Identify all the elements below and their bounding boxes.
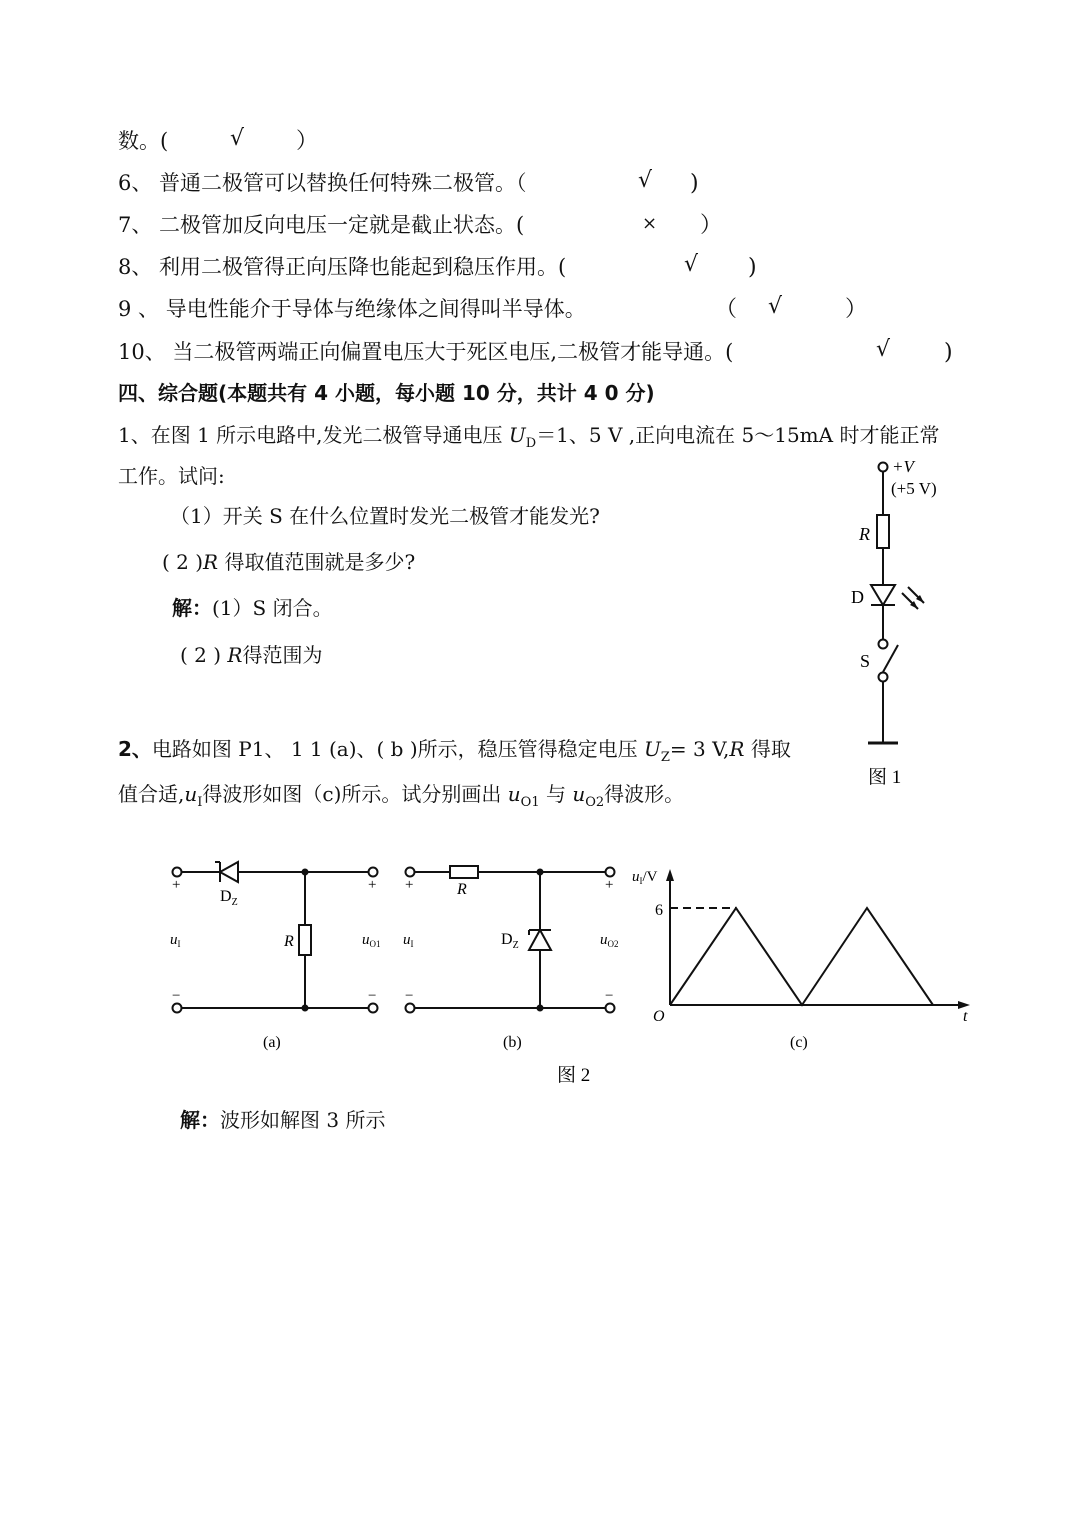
figure-2	[160, 845, 980, 1095]
q1-sub1: （1）开关 S 在什么位置时发光二极管才能发光?	[170, 504, 600, 528]
fig2a-dz-label: $D_Z$	[220, 888, 238, 908]
q1-line2: 工作。试问:	[118, 464, 225, 488]
q2-answer: 解：波形如解图 3 所示	[180, 1108, 386, 1132]
fig1-r-label: R	[859, 524, 870, 544]
fig2b-minus-out: −	[605, 988, 614, 1004]
fig2c-origin: O	[653, 1008, 665, 1025]
tf-item-8: 8、 利用二极管得正向压降也能起到稳压作用。(	[118, 255, 567, 279]
tf-close-paren: ）	[700, 213, 723, 238]
section-heading: 四、综合题(本题共有 4 小题，每小题 10 分，共计 4 0 分)	[118, 381, 655, 405]
fig2a-caption: (a)	[263, 1034, 281, 1051]
tf-mark: ×	[642, 213, 658, 234]
fig2b-r-label: R	[457, 881, 467, 898]
q1-sub2: ( 2 )R 得取值范围就是多少?	[162, 550, 416, 574]
fig2b-ui-label: $u_I$	[403, 932, 414, 949]
fig2a-ui-label: $u_I$	[170, 932, 181, 949]
q1-line1: 1、在图 1 所示电路中,发光二极管导通电压 $U_D=1$、5 V ,正向电流在 5～15mA 时才能正常	[118, 423, 940, 451]
fig2a-plus-out: +	[368, 877, 377, 893]
tf-item-10: 10、 当二极管两端正向偏置电压大于死区电压,二极管才能导通。(	[118, 340, 734, 364]
fig2-caption: 图 2	[557, 1065, 591, 1086]
tf-mark: √	[684, 252, 699, 277]
q2-line1: 2、电路如图 P1、 1 1 (a)、( b )所示，稳压管得稳定电压 $U_Z= 3$ V,R 得取	[118, 737, 791, 765]
tf-item-5-cont: 数。(	[118, 129, 169, 153]
tf-mark: √	[230, 126, 245, 151]
fig2c-x-axis-label: t	[963, 1008, 968, 1025]
tf-item-6: 6、 普通二极管可以替换任何特殊二极管。（	[118, 171, 527, 195]
q1-answer-1: 解：(1）S 闭合。	[172, 596, 333, 620]
fig1-supply-value: (+5 V)	[891, 479, 937, 498]
fig1-d-label: D	[851, 587, 864, 607]
tf-mark: √	[768, 294, 783, 319]
tf-close-paren: ）	[296, 129, 319, 154]
tf-close-paren: )	[748, 255, 757, 280]
fig2a-r-label: R	[284, 933, 294, 950]
fig1-supply-label: +V	[892, 457, 914, 476]
tf-close-paren: )	[944, 340, 953, 365]
tf-item-7: 7、 二极管加反向电压一定就是截止状态。(	[118, 213, 525, 237]
q2-line2: 值合适$,u_I$得波形如图（c)所示。试分别画出 $u_{O1}$ 与 $u_{O2}$得波形。	[118, 782, 685, 810]
fig2a-minus-out: −	[368, 988, 377, 1004]
fig2b-minus-in: −	[405, 988, 414, 1004]
fig2b-dz-label: $D_Z$	[501, 931, 519, 951]
tf-item-9: 9 、 导电性能介于导体与绝缘体之间得叫半导体。	[118, 297, 586, 321]
figure-1-led-circuit	[840, 455, 960, 795]
fig2c-caption: (c)	[790, 1034, 808, 1051]
tf-close-paren: )	[690, 171, 699, 196]
fig2c-waveform	[670, 879, 962, 1005]
fig2b-caption: (b)	[503, 1034, 522, 1051]
fig1-caption: 图 1	[868, 767, 902, 788]
tf-close-paren: ）	[845, 297, 868, 322]
fig2a-uo1-label: $u_{O1}$	[362, 932, 381, 949]
tf-mark: √	[638, 168, 653, 193]
fig1-s-label: S	[860, 651, 871, 671]
fig2a-minus-in: −	[172, 988, 181, 1004]
fig2a-plus-in: +	[172, 877, 181, 893]
fig2b-plus-in: +	[405, 877, 414, 893]
tf-open-paren: （	[715, 297, 738, 322]
q1-answer-2: ( 2 ) R得范围为	[180, 643, 323, 667]
tf-mark: √	[876, 337, 891, 362]
fig2c-y-axis-label: $u_I/V$	[632, 869, 658, 886]
fig2b-uo2-label: $u_{O2}$	[600, 932, 619, 949]
fig2c-y-tick: 6	[655, 902, 663, 919]
fig2b-plus-out: +	[605, 877, 614, 893]
fig2a-circuit	[173, 862, 378, 1013]
